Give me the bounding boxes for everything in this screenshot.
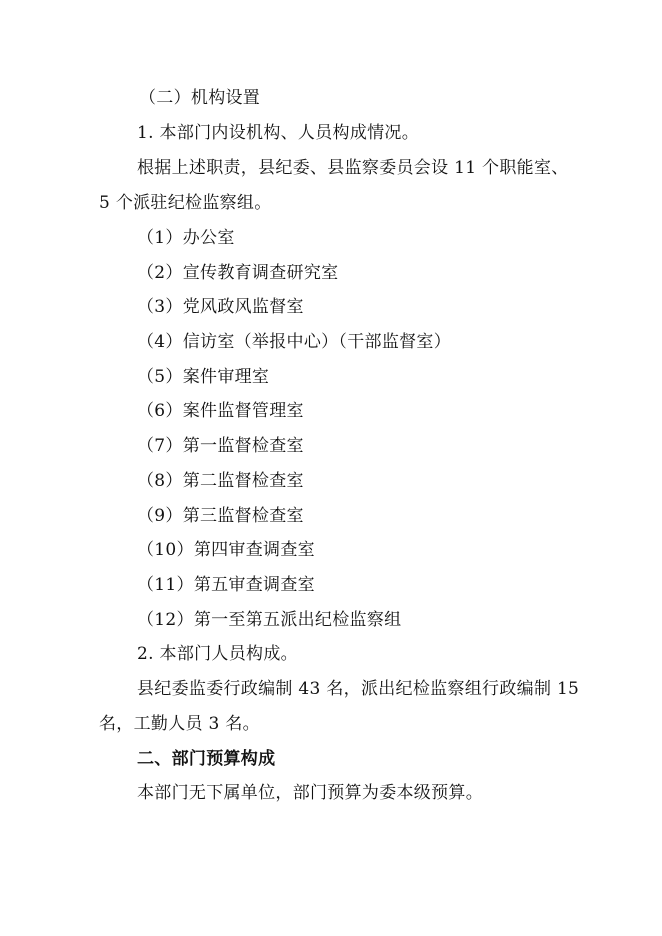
item2-heading: 2. 本部门人员构成。 [137,644,298,664]
office-item-4: （4）信访室（举报中心）（干部监督室） [137,332,452,352]
section2-heading: 二、部门预算构成 [137,749,276,769]
office-item-10: （10）第四审查调查室 [137,540,315,560]
office-item-7: （7）第一监督检查室 [137,436,304,456]
item2-text-line1: 县纪委监委行政编制 43 名，派出纪检监察组行政编制 15 [137,679,580,699]
item1-heading: 1. 本部门内设机构、人员构成情况。 [137,123,420,143]
item2-text-line2: 名，工勤人员 3 名。 [99,714,260,734]
office-item-11: （11）第五审查调查室 [137,575,315,595]
office-item-3: （3）党风政风监督室 [137,297,304,317]
office-item-6: （6）案件监督管理室 [137,401,304,421]
item1-text-line2: 5 个派驻纪检监察组。 [99,193,272,213]
office-item-2: （2）宣传教育调查研究室 [137,263,339,283]
section2-text: 本部门无下属单位，部门预算为委本级预算。 [137,783,483,803]
office-item-8: （8）第二监督检查室 [137,471,304,491]
office-item-5: （5）案件审理室 [137,367,270,387]
office-item-1: （1）办公室 [137,228,235,248]
item1-text-line1: 根据上述职责，县纪委、县监察委员会设 11 个职能室、 [137,158,569,178]
office-item-9: （9）第三监督检查室 [137,506,304,526]
section-org-heading: （二）机构设置 [139,88,261,108]
office-item-12: （12）第一至第五派出纪检监察组 [137,610,402,630]
